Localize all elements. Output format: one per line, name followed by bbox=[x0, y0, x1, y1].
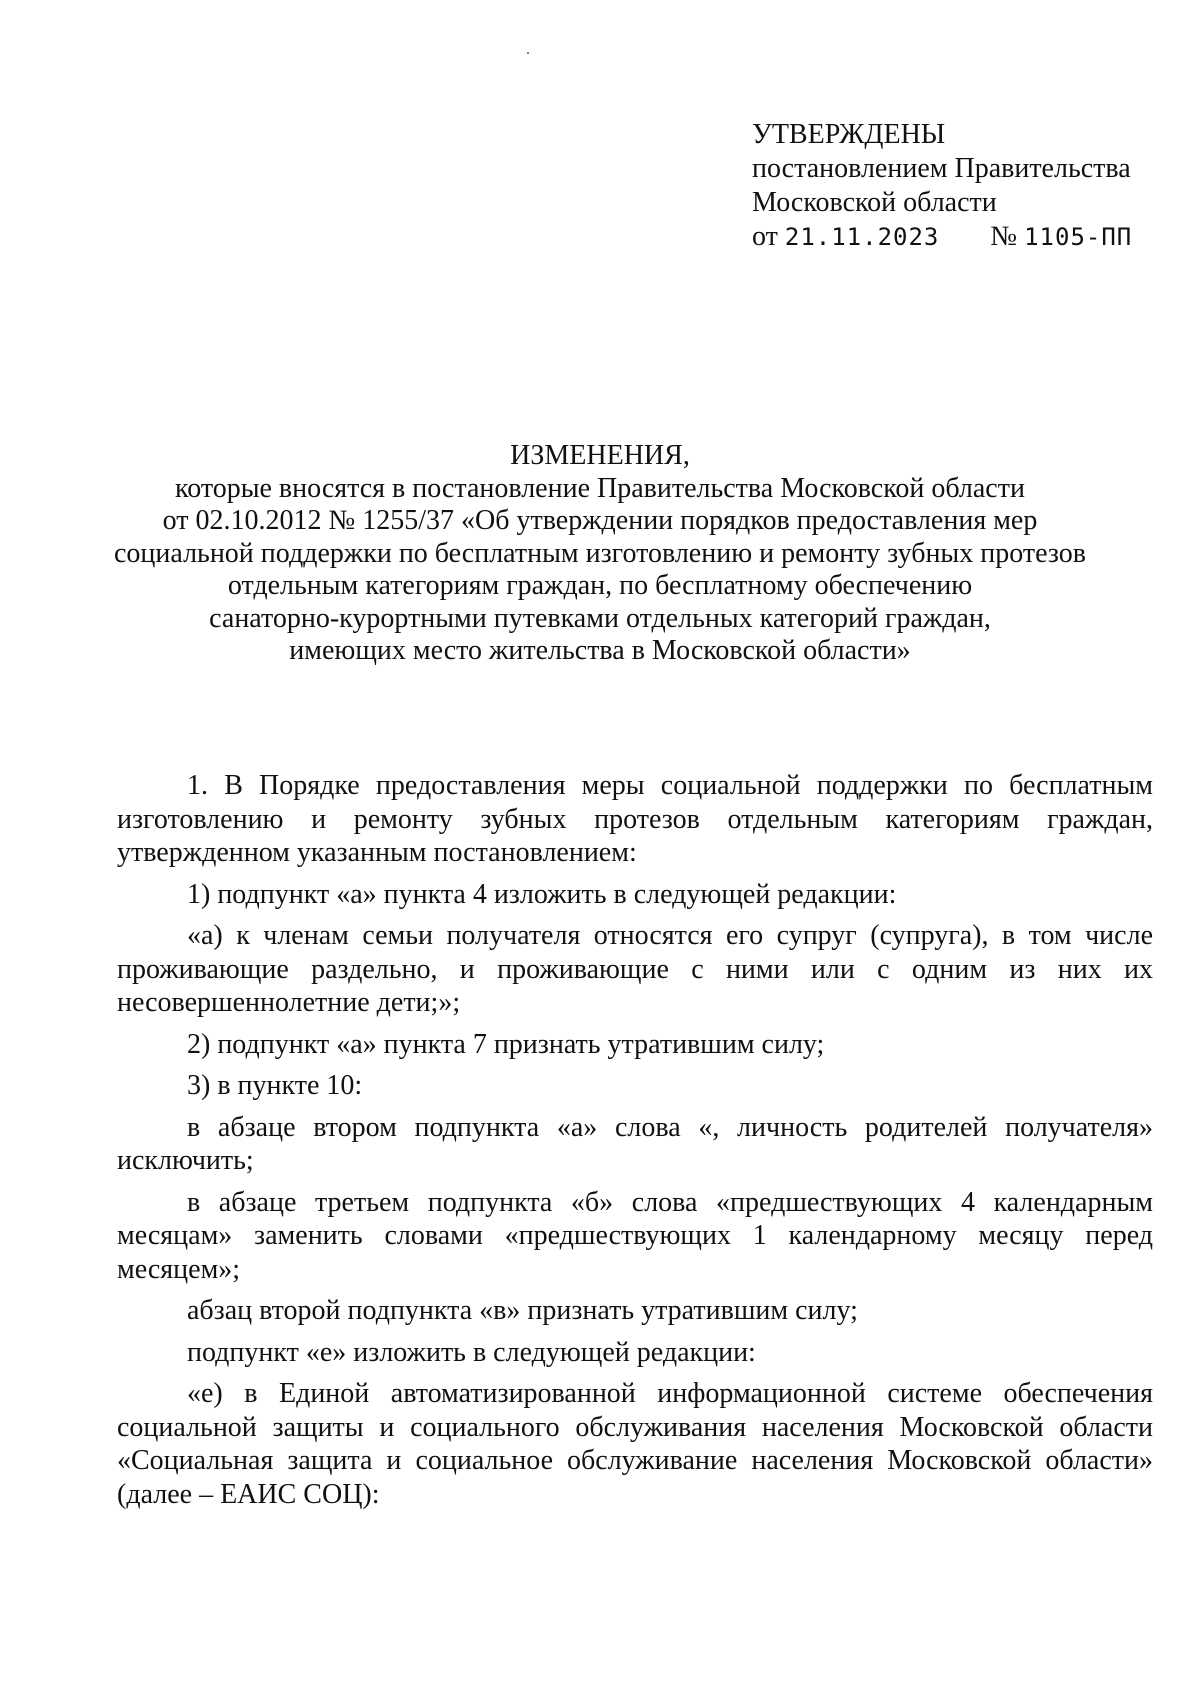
approval-date-prefix: от bbox=[752, 221, 778, 252]
body-paragraph: абзац второй подпункта «в» признать утратившим силу; bbox=[187, 1295, 858, 1326]
body-paragraph: в абзаце втором подпункта «а» слова «, личность родителей получателя» исключить; bbox=[117, 1111, 1153, 1176]
approval-title: УТВЕРЖДЕНЫ bbox=[752, 119, 946, 150]
body-paragraph: 1) подпункт «а» пункта 4 изложить в следующей редакции: bbox=[187, 878, 897, 910]
approval-block bbox=[752, 118, 1172, 254]
heading-line: которые вносятся в постановление Правительства Московской области bbox=[175, 472, 1025, 504]
body-paragraph: 2) подпункт «а» пункта 7 признать утратившим силу; bbox=[187, 1028, 825, 1060]
approval-line-1: постановлением Правительства bbox=[752, 153, 1131, 184]
heading-line: от 02.10.2012 № 1255/37 «Об утверждении порядков предоставления мер bbox=[162, 505, 1038, 536]
heading-line: санаторно-курортными путевками отдельных категорий граждан, bbox=[209, 602, 991, 634]
body-paragraph: в абзаце третьем подпункта «б» слова «предшествующих 4 календарным месяцам» заменить словами «предшествующих 1 календарному месяцу перед месяцем»; bbox=[117, 1186, 1153, 1285]
approval-date-line bbox=[752, 220, 1172, 254]
body-paragraph: 3) в пункте 10: bbox=[187, 1070, 363, 1101]
heading-line: имеющих место жительства в Московской области» bbox=[289, 635, 911, 666]
document-body bbox=[117, 769, 1153, 1519]
body-paragraph: «а) к членам семьи получателя относятся его супруг (супруга), в том числе проживающие раздельно, и проживающие с ними или с одним из них их несовершеннолетние дети;»; bbox=[117, 920, 1153, 1018]
approval-line-2: Московской области bbox=[752, 187, 997, 218]
document-heading bbox=[100, 440, 1100, 668]
body-paragraph: «е) в Единой автоматизированной информационной системе обеспечения социальной защиты и социального обслуживания населения Московской области «Социальная защита и социальное обслуживание населения Московской области» (далее – ЕАИС СОЦ): bbox=[117, 1378, 1153, 1510]
approval-number-sign: № bbox=[990, 221, 1018, 252]
body-paragraph: подпункт «е» изложить в следующей редакции: bbox=[187, 1336, 756, 1368]
heading-title: ИЗМЕНЕНИЯ, bbox=[510, 440, 690, 471]
heading-line: отдельным категориям граждан, по бесплатному обеспечению bbox=[227, 570, 973, 601]
scan-speck bbox=[527, 52, 529, 54]
approval-number: 1105-ПП bbox=[1024, 223, 1133, 251]
body-paragraph: 1. В Порядке предоставления меры социальной поддержки по бесплатным изготовлению и ремонту зубных протезов отдельным категориям граждан, утвержденном указанным постановлением: bbox=[117, 770, 1153, 868]
approval-date: 21.11.2023 bbox=[784, 223, 940, 251]
heading-line: социальной поддержки по бесплатным изготовлению и ремонту зубных протезов bbox=[114, 537, 1086, 569]
